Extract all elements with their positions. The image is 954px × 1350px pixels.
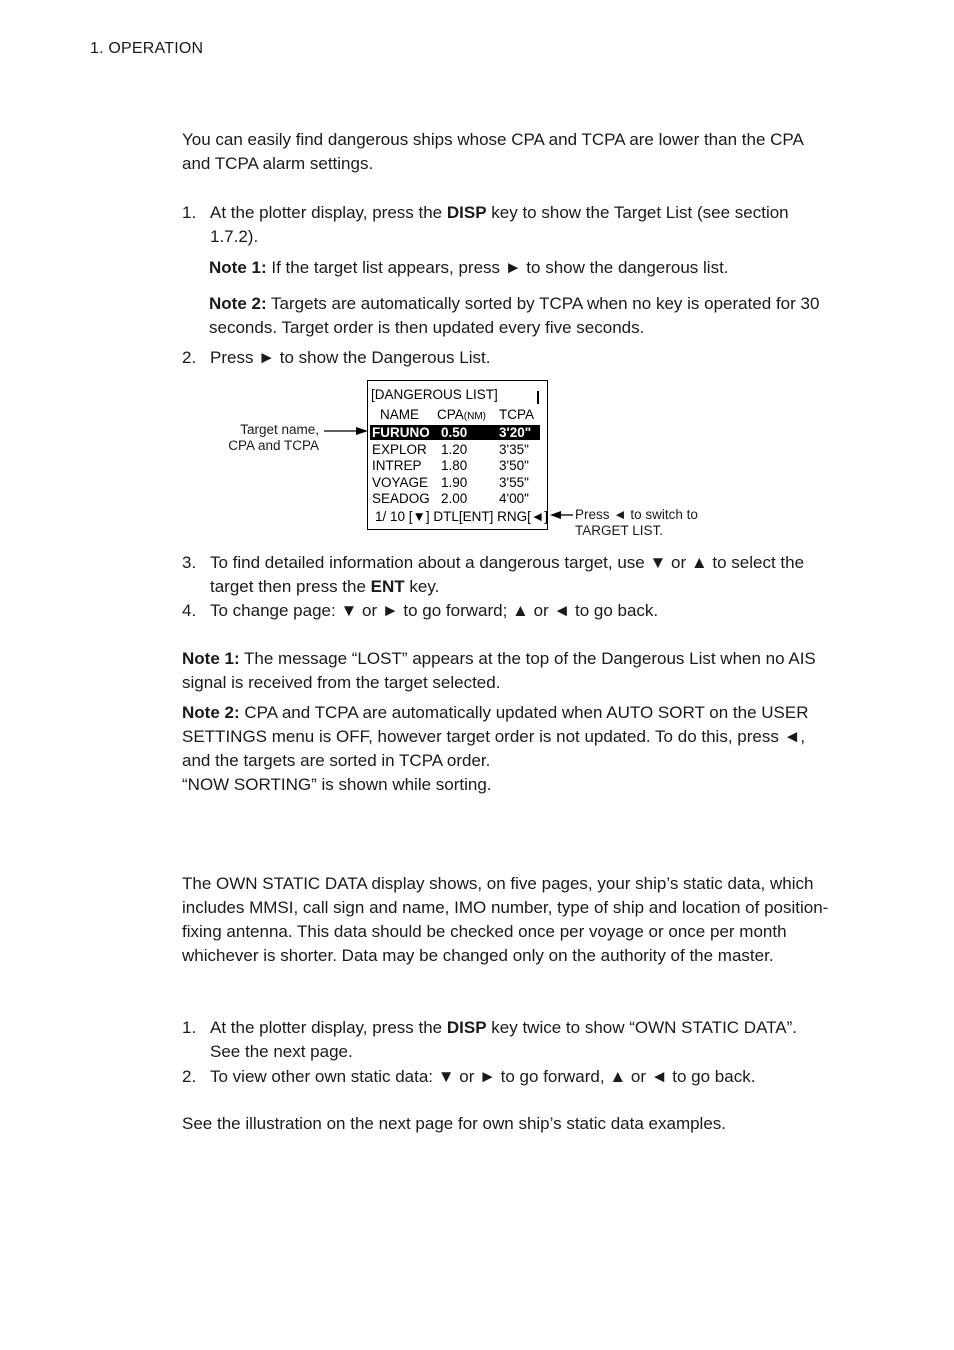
step-number: 2. <box>182 1067 197 1086</box>
target-tcpa: 3'35" <box>499 441 529 457</box>
step-text: Press ► to show the Dangerous List. <box>210 348 491 367</box>
callout-press-switch: Press ◄ to switch to TARGET LIST. <box>575 507 698 538</box>
see-illustration: See the illustration on the next page for own ship’s static data examples. <box>182 1114 727 1133</box>
column-headers: NAME CPA(NM) TCPA <box>380 407 535 422</box>
target-row[interactable] <box>370 491 540 506</box>
step-4 <box>182 599 832 623</box>
target-row[interactable] <box>370 425 540 440</box>
screen-title: [DANGEROUS LIST] <box>371 387 498 402</box>
target-cpa: 0.50 <box>441 425 468 440</box>
note-auto-sort: Note 2: CPA and TCPA are automatically updated when AUTO SORT on the USER SETTINGS menu is OFF, however target order is not updated. To do this, press ◄, and the targets are sorted in TCPA order. <box>182 703 809 770</box>
target-tcpa: 4'00" <box>499 491 529 507</box>
step-number: 2. <box>182 348 197 367</box>
target-tcpa: 3'20" <box>499 425 532 440</box>
target-cpa: 1.90 <box>441 474 468 490</box>
arrow-right-icon <box>322 424 370 438</box>
disp-key: DISP <box>446 1018 487 1037</box>
arrow-left-icon <box>549 508 575 522</box>
target-cpa: 1.80 <box>441 458 468 474</box>
target-name: EXPLOR <box>372 441 427 457</box>
target-row[interactable] <box>370 442 540 457</box>
target-name: INTREP <box>372 458 422 474</box>
target-row[interactable] <box>370 475 540 490</box>
step-text: To change page: ▼ or ► to go forward; ▲ or ◄ to go back. <box>210 601 659 620</box>
ent-key: ENT <box>370 577 405 596</box>
step-2 <box>182 346 832 370</box>
callout-target-name: Target name, CPA and TCPA <box>228 422 319 453</box>
step-text: At the plotter display, press the DISP key to show the Target List (see section 1.7.2). <box>210 203 789 246</box>
screen-footer: 1/ 10 [▼] DTL[ENT] RNG[◄] <box>375 509 549 524</box>
target-tcpa: 3'55" <box>499 474 529 490</box>
step-text: To find detailed information about a dangerous target, use ▼ or ▲ to select the target then press the ENT key. <box>210 553 805 596</box>
target-name: FURUNO <box>372 425 430 440</box>
dangerous-list-screen <box>367 380 548 530</box>
intro-paragraph: You can easily find dangerous ships whose CPA and TCPA are lower than the CPA and TCPA alarm settings. <box>182 130 803 173</box>
step-number: 4. <box>182 601 197 620</box>
now-sorting-line: “NOW SORTING” is shown while sorting. <box>182 775 492 794</box>
step-number: 3. <box>182 553 197 572</box>
step-text: At the plotter display, press the DISP key twice to show “OWN STATIC DATA”. See the next page. <box>210 1018 798 1061</box>
step-note-2: Note 2: Targets are automatically sorted by TCPA when no key is operated for 30 seconds. Target order is then updated every five seconds. <box>209 294 820 337</box>
static-data-paragraph: The OWN STATIC DATA display shows, on five pages, your ship’s static data, which includes MMSI, call sign and name, IMO number, type of ship and location of position-fixing antenna. This data should be checked once per voyage or once per month whichever is shorter. Data may be changed only on the authority of the master. <box>182 874 829 965</box>
step-number: 1. <box>182 203 197 222</box>
target-name: VOYAGE <box>372 474 429 490</box>
static-step-1 <box>182 1016 832 1064</box>
step-number: 1. <box>182 1018 197 1037</box>
step-note-1: Note 1: If the target list appears, press ► to show the dangerous list. <box>209 258 729 277</box>
step-text: To view other own static data: ▼ or ► to go forward, ▲ or ◄ to go back. <box>210 1067 756 1086</box>
step-3 <box>182 551 832 599</box>
target-tcpa: 3'50" <box>499 458 529 474</box>
target-row[interactable] <box>370 458 540 473</box>
target-cpa: 1.20 <box>441 441 468 457</box>
step-1 <box>182 201 832 249</box>
disp-key: DISP <box>446 203 487 222</box>
screen-cursor <box>537 391 539 404</box>
note-lost: Note 1: The message “LOST” appears at the top of the Dangerous List when no AIS signal is received from the target selected. <box>182 649 816 692</box>
section-header: 1. OPERATION <box>90 40 204 57</box>
target-name: SEADOG <box>372 491 430 507</box>
target-cpa: 2.00 <box>441 491 468 507</box>
static-step-2 <box>182 1065 832 1089</box>
